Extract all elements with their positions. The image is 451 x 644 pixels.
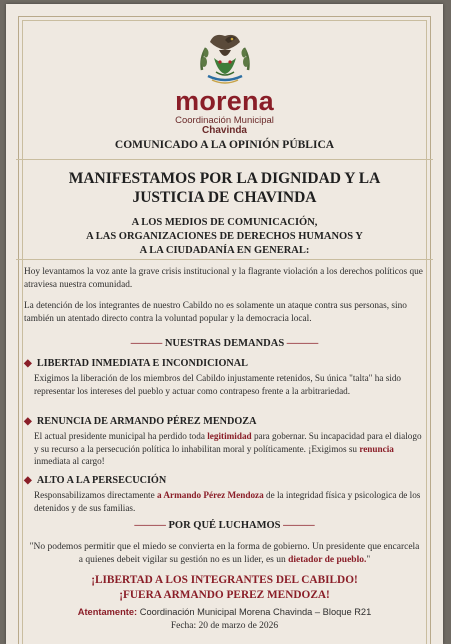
headline-line: JUSTICIA DE CHAVINDA — [132, 189, 317, 206]
divider — [16, 259, 433, 260]
audience-block — [6, 216, 443, 258]
eagle-emblem-icon — [6, 28, 443, 90]
demand-title: ◆ ALTO A LA PERSECUCIÓN — [24, 475, 167, 486]
demand-title: ◆ LIBERTAD INMEDIATA E INCONDICIONAL — [24, 358, 248, 369]
intro-paragraph: Hoy levantamos la voz ante la grave crisis institucional y la flagrante violación a los derechos políticos que atraviesa nuestra comunidad. — [24, 267, 423, 290]
intro-paragraph: La detención de los integrantes de nuestro Cabildo no es solamente un ataque contra sus personas, sino también un atentado directo contra la voluntad popular y la democracia local. — [24, 301, 407, 324]
demand-body: El actual presidente municipal ha perdido toda legitimidad para gobernar. Su incapacidad para el dialogo y su recurso a la persecución política lo inhabilitan moral y políticamente. ¡Exigimos su renuncia inmediata al cargo! — [34, 431, 422, 466]
demand-title: ◆ RENUNCIA DE ARMANDO PÉREZ MENDOZA — [24, 416, 257, 427]
diamond-bullet-icon: ◆ — [24, 358, 32, 369]
quote: "No podemos permitir que el miedo se convierta en la forma de gobierno. Un presidente que encarcela a quienes debeit vigilar su gestión no es un lider, es un dietador de pueblo." — [29, 542, 420, 565]
slogan: ¡FUERA ARMANDO PEREZ MENDOZA! — [119, 589, 330, 601]
divider — [16, 159, 433, 160]
communique-title: COMUNICADO A LA OPINIÓN PÚBLICA — [114, 139, 335, 151]
diamond-bullet-icon: ◆ — [24, 475, 32, 486]
coordination-label: Coordinación Municipal — [175, 115, 274, 126]
communique-page — [6, 4, 443, 644]
demands-heading: ——— NUESTRAS DEMANDAS ——— — [130, 338, 319, 349]
why-heading: ——— POR QUÉ LUCHAMOS ——— — [134, 520, 315, 531]
demand-body: Exigimos la liberación de los miembros del Cabildo injustamente retenidos, Su única "talta" ha sido representar los intereses del pueblo y actuar como contrapeso frente a la arbitrariedad. — [34, 373, 402, 396]
signature: Atentamente: Coordinación Municipal Morena Chavinda – Bloque R21 — [77, 607, 372, 617]
diamond-bullet-icon: ◆ — [24, 416, 32, 427]
locality-label: Chavinda — [201, 125, 247, 136]
audience-line: A LAS ORGANIZACIONES DE DERECHOS HUMANOS Y — [86, 231, 363, 242]
audience-line: A LOS MEDIOS DE COMUNICACIÓN, — [131, 217, 318, 228]
demand-body: Responsabilizamos directamente a Armando Pérez Mendoza de la integridad física y psicologica de los detenidos y de sus familias. — [34, 490, 421, 513]
morena-wordmark: morena — [175, 86, 274, 116]
headline — [6, 169, 443, 207]
headline-line: MANIFESTAMOS POR LA DIGNIDAD Y LA — [68, 170, 381, 187]
slogan: ¡LIBERTAD A LOS INTEGRANTES DEL CABILDO! — [91, 574, 358, 586]
audience-line: A LA CIUDADANÍA EN GENERAL: — [139, 245, 310, 256]
date: Fecha: 20 de marzo de 2026 — [170, 621, 279, 631]
